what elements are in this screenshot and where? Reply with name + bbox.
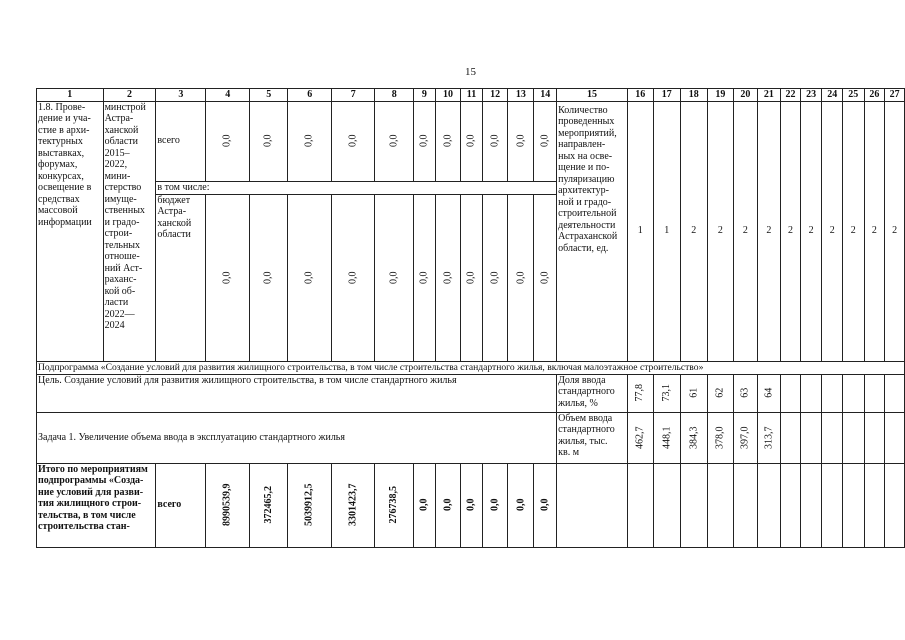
budget-value: 0,0 — [288, 194, 332, 361]
column-number: 18 — [681, 89, 708, 102]
measure-executor: минстрой Астра- ханской области 2015– 2022, мини- стерство имуще- ственных и градо- строи- тельных отноше- ний Аст- раханс- кой об- ласти 2022— 2024 — [103, 101, 156, 361]
subprogram-total-source: всего — [156, 463, 206, 547]
column-number: 16 — [627, 89, 653, 102]
column-number: 25 — [843, 89, 865, 102]
column-number-row — [37, 89, 905, 102]
goal-value: 62 — [707, 374, 734, 412]
budget-value: 0,0 — [461, 194, 483, 361]
column-number: 3 — [156, 89, 206, 102]
total-value: 0,0 — [288, 101, 332, 181]
goal-row — [37, 374, 905, 412]
subprogram-total-name: Итого по мероприятиям подпрограммы «Созда- ние условий для разви- тия жилищного строи- тельства, в том числе строительства стан- — [37, 463, 156, 547]
task-indicator: Объем ввода стандартного жилья, тыс. кв. м — [557, 412, 628, 463]
column-number: 20 — [734, 89, 758, 102]
goal-value: 64 — [757, 374, 781, 412]
indicator-value: 1 — [627, 101, 653, 361]
goal-indicator: Доля ввода стандартного жилья, % — [557, 374, 628, 412]
budget-value: 0,0 — [375, 194, 414, 361]
column-number: 5 — [249, 89, 288, 102]
empty-cell — [864, 412, 885, 463]
indicator-value: 2 — [707, 101, 734, 361]
empty-cell — [781, 374, 801, 412]
subprogram-total-value: 0,0 — [508, 463, 534, 547]
subprogram-total-value: 8990539,9 — [206, 463, 250, 547]
column-number: 1 — [37, 89, 104, 102]
empty-cell — [843, 463, 865, 547]
funding-source-total: всего — [156, 101, 206, 181]
indicator-value: 2 — [734, 101, 758, 361]
indicator-value: 2 — [843, 101, 865, 361]
subprogram-total-row — [37, 463, 905, 547]
empty-cell — [800, 374, 822, 412]
empty-cell — [681, 463, 708, 547]
indicator-value: 2 — [885, 101, 905, 361]
empty-cell — [757, 463, 781, 547]
subprogram-total-value: 0,0 — [435, 463, 460, 547]
subprogram-total-value: 0,0 — [482, 463, 507, 547]
indicator-value: 2 — [822, 101, 843, 361]
column-number: 9 — [413, 89, 435, 102]
empty-cell — [627, 463, 653, 547]
task-value: 462,7 — [627, 412, 653, 463]
column-number: 22 — [781, 89, 801, 102]
indicator-value: 1 — [653, 101, 680, 361]
column-number: 19 — [707, 89, 734, 102]
column-number: 10 — [435, 89, 460, 102]
empty-cell — [822, 463, 843, 547]
task-value: 313,7 — [757, 412, 781, 463]
subprogram-row — [37, 361, 905, 374]
budget-value: 0,0 — [206, 194, 250, 361]
empty-cell — [800, 463, 822, 547]
column-number: 14 — [534, 89, 557, 102]
empty-cell — [781, 463, 801, 547]
subprogram-total-value: 3301423,7 — [331, 463, 375, 547]
column-number: 2 — [103, 89, 156, 102]
total-value: 0,0 — [482, 101, 507, 181]
empty-cell — [822, 374, 843, 412]
subprogram-total-value: 0,0 — [413, 463, 435, 547]
measure-name: 1.8. Прове- дение и уча- стие в архи- тектурных выставках, форумах, конкурсах, освещение в средствах массовой информации — [37, 101, 104, 361]
subprogram-total-value: 276738,5 — [375, 463, 414, 547]
subprogram-total-value: 372465,2 — [249, 463, 288, 547]
empty-cell — [885, 463, 905, 547]
empty-cell — [864, 463, 885, 547]
subprogram-total-value: 0,0 — [534, 463, 557, 547]
column-number: 17 — [653, 89, 680, 102]
column-number: 26 — [864, 89, 885, 102]
budget-value: 0,0 — [435, 194, 460, 361]
program-table — [36, 88, 905, 548]
column-number: 27 — [885, 89, 905, 102]
total-value: 0,0 — [206, 101, 250, 181]
subprogram-total-value: 5039912,5 — [288, 463, 332, 547]
empty-cell — [800, 412, 822, 463]
empty-cell — [734, 463, 758, 547]
budget-value: 0,0 — [331, 194, 375, 361]
total-value: 0,0 — [249, 101, 288, 181]
measure-total-row — [37, 101, 905, 181]
column-number: 23 — [800, 89, 822, 102]
column-number: 13 — [508, 89, 534, 102]
column-number: 21 — [757, 89, 781, 102]
column-number: 4 — [206, 89, 250, 102]
budget-value: 0,0 — [249, 194, 288, 361]
task-value: 384,3 — [681, 412, 708, 463]
indicator-value: 2 — [864, 101, 885, 361]
total-value: 0,0 — [435, 101, 460, 181]
empty-cell — [781, 412, 801, 463]
measure-indicator: Количество проведенных мероприятий, направлен- ных на осве- щение и по- пуляризацию архитектур- ной и градо- строительной деятельности Астраханской области, ед. — [557, 101, 628, 361]
indicator-value: 2 — [757, 101, 781, 361]
empty-cell — [557, 463, 628, 547]
goal-text: Цель. Создание условий для развития жилищного строительства, в том числе стандартного жилья — [37, 374, 557, 412]
goal-value: 63 — [734, 374, 758, 412]
column-number: 15 — [557, 89, 628, 102]
empty-cell — [885, 374, 905, 412]
subprogram-title: Подпрограмма «Создание условий для развития жилищного строительства, в том числе строительства стандартного жилья, включая малоэтажное строительство» — [37, 361, 905, 374]
budget-value: 0,0 — [413, 194, 435, 361]
task-text: Задача 1. Увеличение объема ввода в эксплуатацию стандартного жилья — [37, 412, 557, 463]
total-value: 0,0 — [461, 101, 483, 181]
goal-value: 77,8 — [627, 374, 653, 412]
column-number: 24 — [822, 89, 843, 102]
empty-cell — [864, 374, 885, 412]
empty-cell — [885, 412, 905, 463]
column-number: 6 — [288, 89, 332, 102]
funding-source-budget: бюджет Астра- ханской области — [156, 194, 206, 361]
in-total-label: в том числе: — [156, 181, 557, 194]
empty-cell — [653, 463, 680, 547]
total-value: 0,0 — [413, 101, 435, 181]
program-table-container — [36, 88, 905, 548]
goal-value: 73,1 — [653, 374, 680, 412]
empty-cell — [707, 463, 734, 547]
column-number: 11 — [461, 89, 483, 102]
goal-value: 61 — [681, 374, 708, 412]
task-row — [37, 412, 905, 463]
total-value: 0,0 — [331, 101, 375, 181]
total-value: 0,0 — [534, 101, 557, 181]
indicator-value: 2 — [800, 101, 822, 361]
column-number: 12 — [482, 89, 507, 102]
total-value: 0,0 — [375, 101, 414, 181]
column-number: 7 — [331, 89, 375, 102]
indicator-value: 2 — [781, 101, 801, 361]
task-value: 448,1 — [653, 412, 680, 463]
page-number: 15 — [465, 66, 476, 78]
budget-value: 0,0 — [482, 194, 507, 361]
task-value: 397,0 — [734, 412, 758, 463]
total-value: 0,0 — [508, 101, 534, 181]
column-number: 8 — [375, 89, 414, 102]
empty-cell — [822, 412, 843, 463]
empty-cell — [843, 374, 865, 412]
budget-value: 0,0 — [508, 194, 534, 361]
empty-cell — [843, 412, 865, 463]
budget-value: 0,0 — [534, 194, 557, 361]
task-value: 378,0 — [707, 412, 734, 463]
indicator-value: 2 — [681, 101, 708, 361]
subprogram-total-value: 0,0 — [461, 463, 483, 547]
